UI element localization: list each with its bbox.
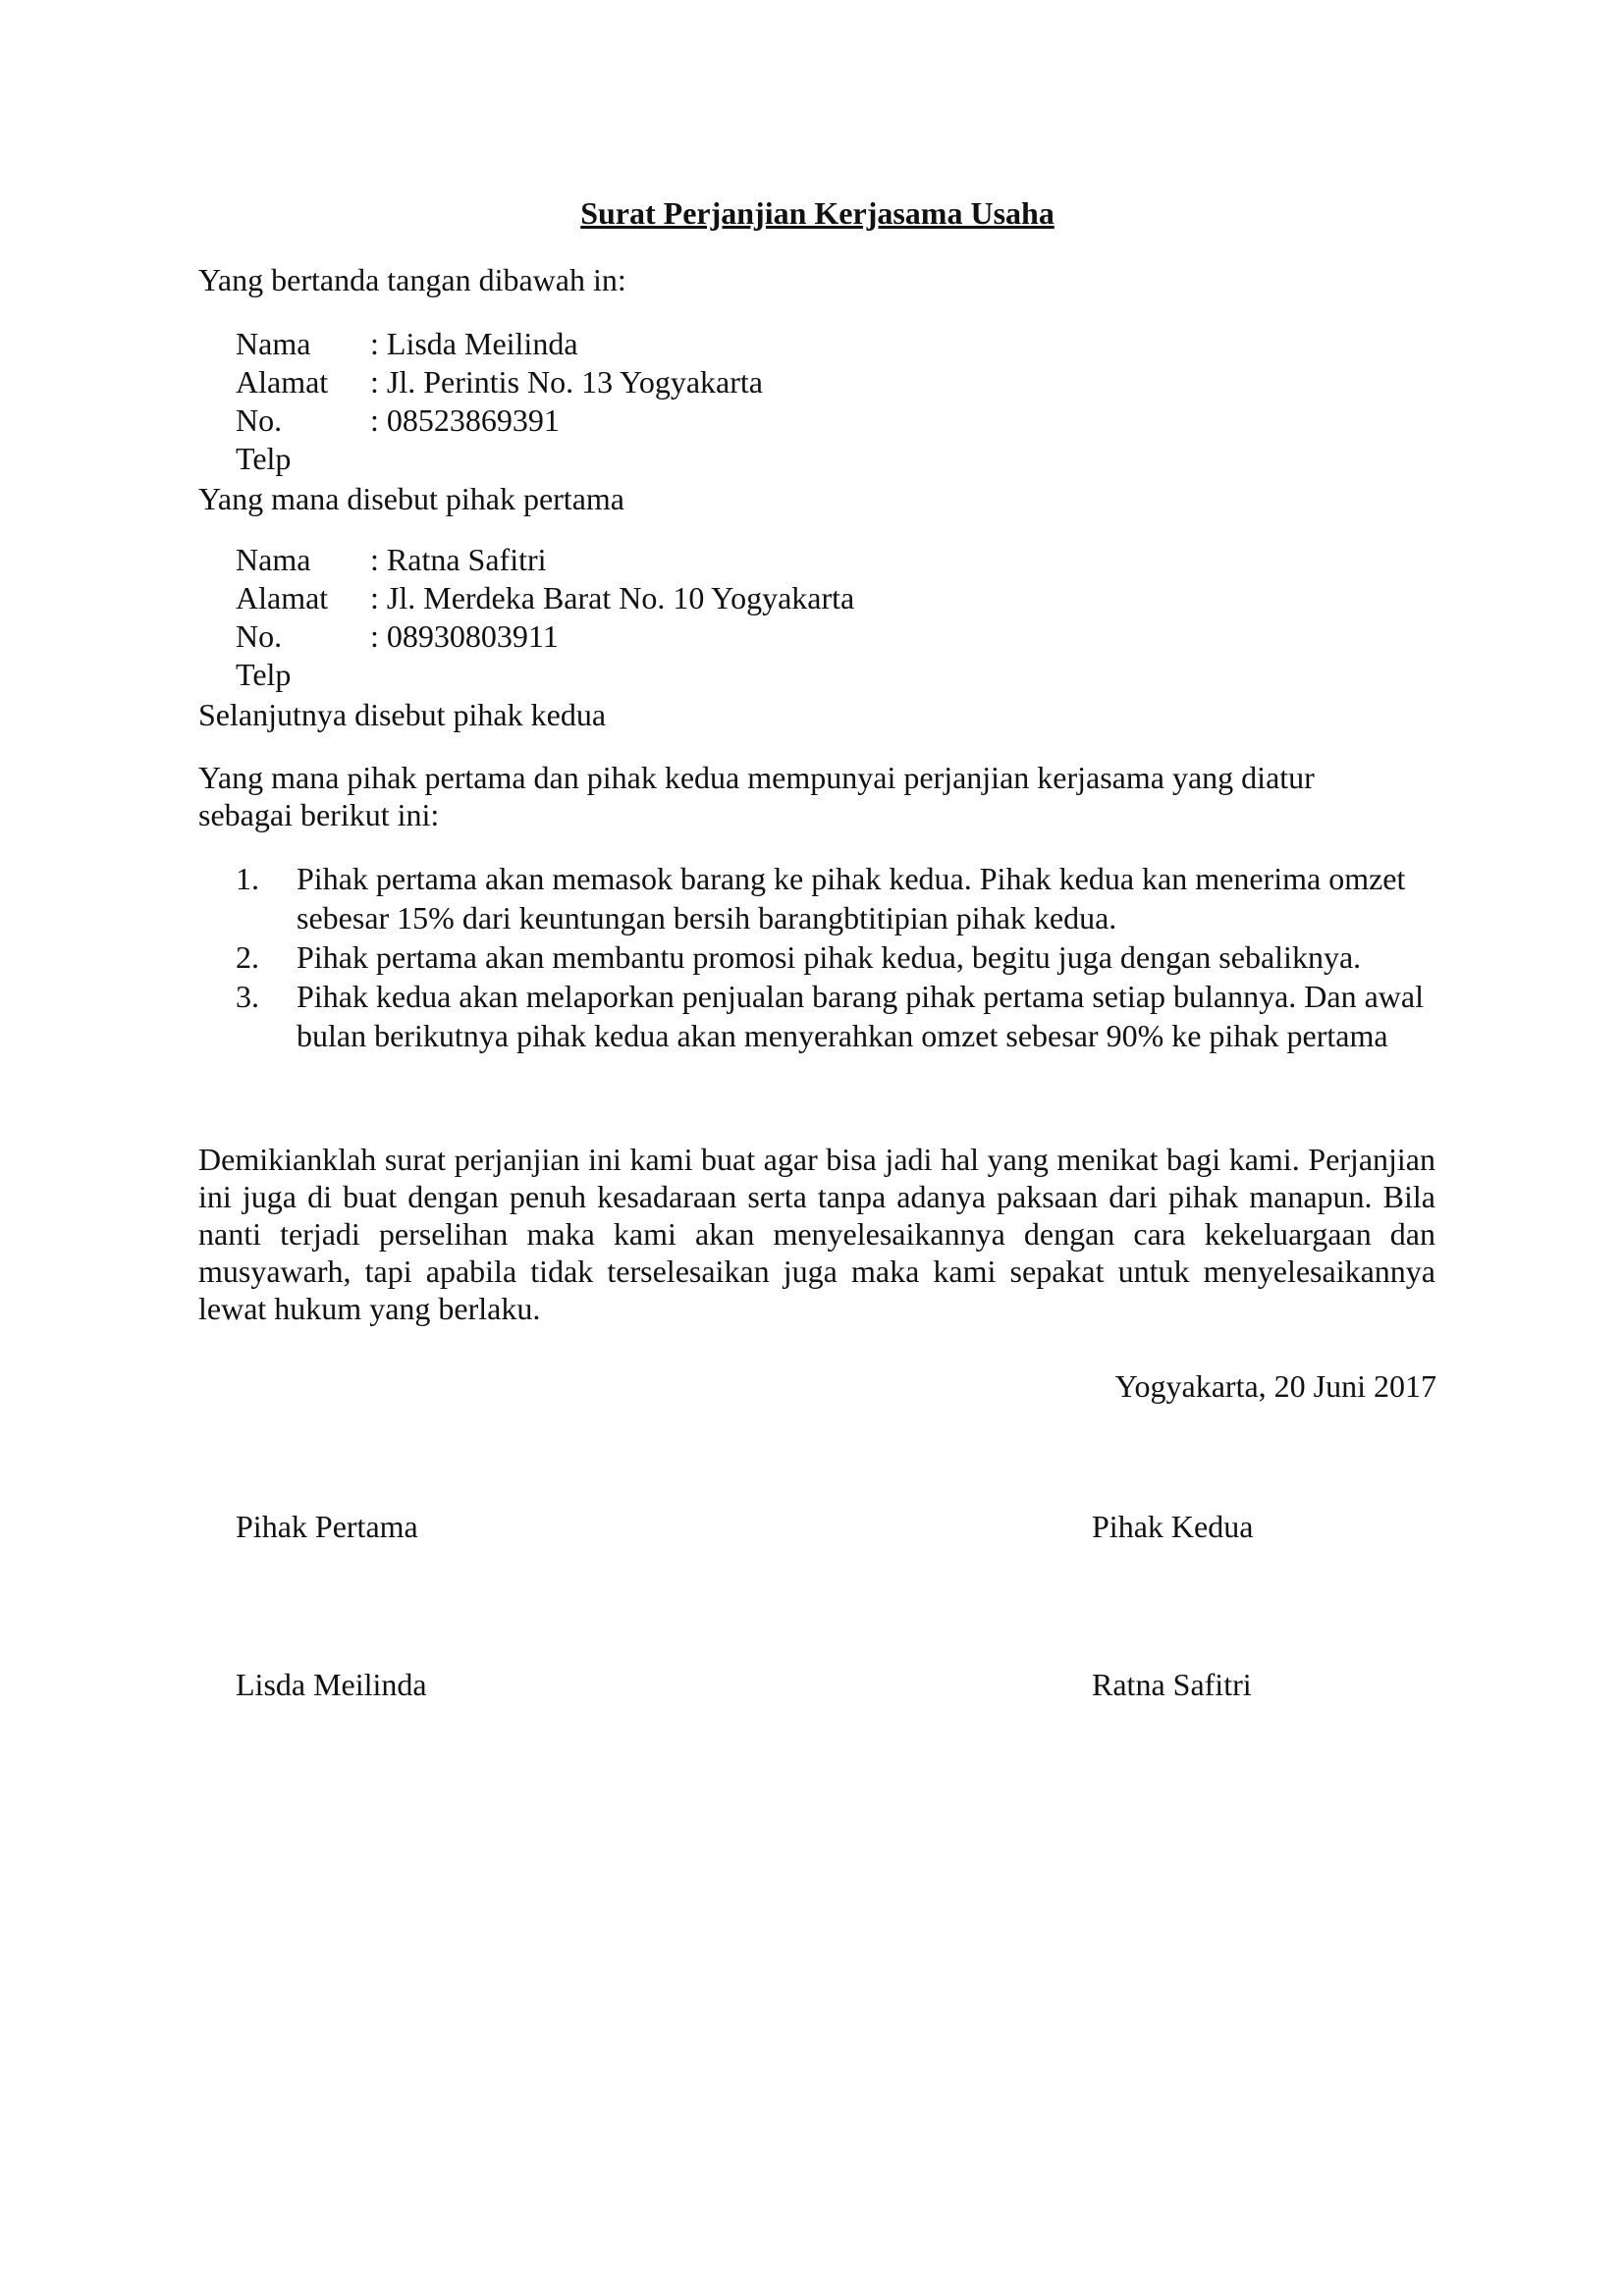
place-date: Yogyakarta, 20 Juni 2017: [1114, 1368, 1436, 1404]
term-number: 2.: [236, 939, 259, 975]
signature-name-first: Lisda Meilinda: [236, 1667, 427, 1702]
term-text: Pihak kedua akan melaporkan penjualan barang pihak pertama setiap bulannya. Dan awal bulan berikutnya pihak kedua akan menyerahkan omzet sebesar 90% ke pihak pertama: [297, 979, 1424, 1053]
term-number: 1.: [236, 861, 259, 896]
party2-address-label: Alamat: [236, 580, 329, 615]
term-item: [236, 977, 1443, 1055]
party1-name-row: [236, 325, 763, 363]
party2-phone-row: [236, 617, 854, 656]
term-text: Pihak pertama akan membantu promosi pihak kedua, begitu juga dengan sebaliknya.: [297, 939, 1362, 975]
term-text: Pihak pertama akan memasok barang ke pihak kedua. Pihak kedua kan menerima omzet sebesar 15% dari keuntungan bersih barangbtitipian pihak kedua.: [297, 861, 1406, 935]
intro-text: Yang bertanda tangan dibawah in:: [198, 262, 626, 297]
document-title-text: Surat Perjanjian Kerjasama Usaha: [580, 195, 1055, 231]
party1-phone-label-cont: Telp: [236, 441, 292, 476]
party1-phone-row: [236, 401, 763, 440]
term-number: 3.: [236, 979, 259, 1014]
party2-name-label: Nama: [236, 542, 311, 577]
party1-name-label: Nama: [236, 326, 311, 361]
party1-designation: Yang mana disebut pihak pertama: [198, 481, 624, 516]
party2-name-value: : Ratna Safitri: [370, 542, 547, 577]
party1-address-value: : Jl. Perintis No. 13 Yogyakarta: [370, 364, 763, 400]
party2-address-value: : Jl. Merdeka Barat No. 10 Yogyakarta: [370, 580, 855, 615]
closing-paragraph: Demikianklah surat perjanjian ini kami buat agar bisa jadi hal yang menikat bagi kami. Perjanjian ini juga di buat dengan penuh kesadaraan serta tanpa adanya paksaan dari pihak manapun. Bila nanti terjadi perselihan maka kami akan menyelesaikannya dengan cara kekeluargaan dan musyawarh, tapi apabila tidak terselesaikan juga maka kami sepakat untuk menyelesaikannya lewat hukum yang berlaku.: [198, 1142, 1435, 1326]
party1-phone-label: No.: [236, 402, 283, 438]
party2-phone-value: : 08930803911: [370, 618, 559, 654]
party2-phone-label: No.: [236, 618, 283, 654]
document-title: [0, 194, 1623, 233]
term-item: [236, 937, 1443, 977]
party1-phone-value: : 08523869391: [370, 402, 560, 438]
terms-list: [236, 859, 1443, 1055]
signature-label-first: Pihak Pertama: [236, 1509, 418, 1544]
signature-name-second: Ratna Safitri: [1092, 1667, 1252, 1702]
party2-designation: Selanjutnya disebut pihak kedua: [198, 697, 607, 732]
party1-name-value: : Lisda Meilinda: [370, 326, 578, 361]
party1-details: [236, 325, 763, 478]
party2-details: [236, 541, 854, 694]
party2-name-row: [236, 541, 854, 579]
party1-address-row: [236, 363, 763, 401]
term-item: [236, 859, 1443, 937]
party1-address-label: Alamat: [236, 364, 329, 400]
party2-address-row: [236, 579, 854, 617]
agreement-intro: Yang mana pihak pertama dan pihak kedua mempunyai perjanjian kerjasama yang diatur sebagai berikut ini:: [198, 760, 1315, 832]
signature-label-second: Pihak Kedua: [1092, 1509, 1254, 1544]
party2-phone-label-cont: Telp: [236, 657, 292, 692]
